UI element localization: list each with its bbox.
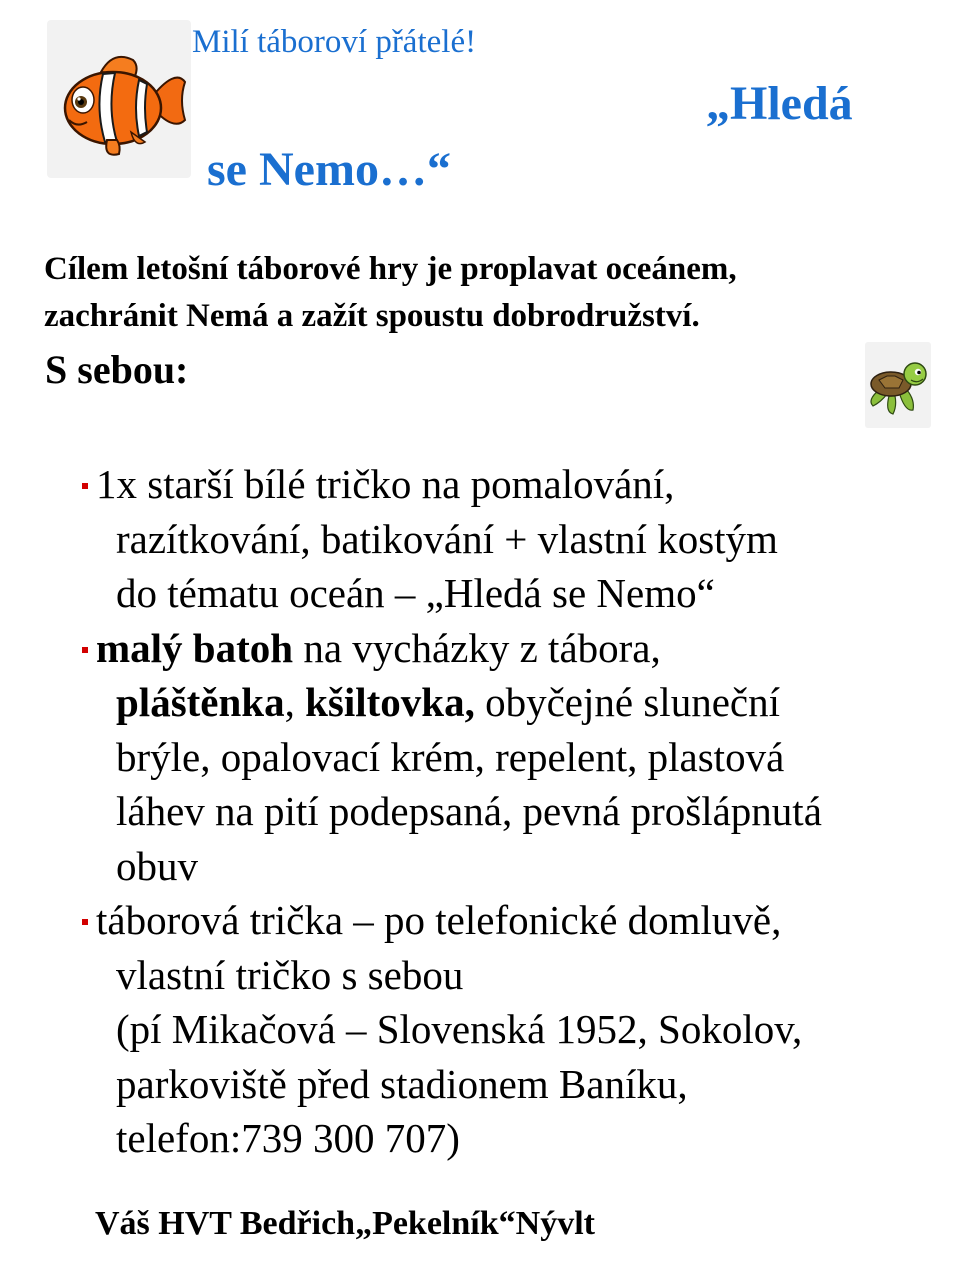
list-item-line: parkoviště před stadionem Baníku, bbox=[116, 1060, 688, 1107]
list-item-line: obuv bbox=[116, 842, 198, 889]
list-item-line: telefon:739 300 707) bbox=[116, 1115, 460, 1161]
packing-heading: S sebou: bbox=[45, 347, 189, 392]
clownfish-icon bbox=[47, 20, 191, 178]
list-item-line: 1x starší bílé tričko na pomalování, bbox=[96, 461, 675, 507]
title-line-1: „Hledá bbox=[706, 77, 853, 130]
list-item-line: láhev na pití podepsaná, pevná prošlápnutá bbox=[116, 788, 822, 834]
list-item bbox=[78, 457, 958, 621]
bold-term: malý batoh bbox=[96, 624, 294, 671]
title-line-2: se Nemo…“ bbox=[207, 143, 451, 196]
bullet-marker bbox=[82, 919, 88, 925]
bold-term: pláštěnka bbox=[116, 679, 285, 725]
packing-list bbox=[78, 457, 958, 1166]
list-item-line: táborová trička – po telefonické domluvě, bbox=[96, 897, 782, 943]
turtle-image bbox=[865, 342, 931, 428]
list-item-line bbox=[116, 675, 958, 730]
bullet-marker bbox=[82, 647, 88, 653]
clownfish-image bbox=[47, 20, 191, 178]
turtle-icon bbox=[865, 342, 931, 428]
list-item-text: obyčejné sluneční bbox=[474, 679, 780, 725]
intro-line-1: Cílem letošní táborové hry je proplavat oceánem, bbox=[44, 251, 737, 287]
signature: Váš HVT Bedřich„Pekelník“Nývlt bbox=[95, 1205, 595, 1242]
bold-term: kšiltovka, bbox=[305, 679, 475, 725]
list-item-line: do tématu oceán – „Hledá se Nemo“ bbox=[116, 570, 715, 616]
greeting-text: Milí táboroví přátelé! bbox=[192, 24, 477, 60]
intro-line-2: zachránit Nemá a zažít spoustu dobrodružství. bbox=[44, 298, 700, 334]
list-item bbox=[78, 621, 958, 894]
list-item-line: brýle, opalovací krém, repelent, plastová bbox=[116, 733, 785, 780]
list-item-text: , bbox=[284, 679, 306, 725]
bullet-marker bbox=[82, 483, 88, 489]
list-item-line: vlastní tričko s sebou bbox=[116, 951, 464, 998]
list-item-line: razítkování, batikování + vlastní kostým bbox=[116, 515, 778, 562]
list-item-line: (pí Mikačová – Slovenská 1952, Sokolov, bbox=[116, 1006, 803, 1052]
list-item-text: na vycházky z tábora, bbox=[293, 624, 661, 671]
list-item-line bbox=[96, 621, 958, 676]
intro-paragraph bbox=[44, 246, 944, 340]
list-item bbox=[78, 893, 958, 1166]
